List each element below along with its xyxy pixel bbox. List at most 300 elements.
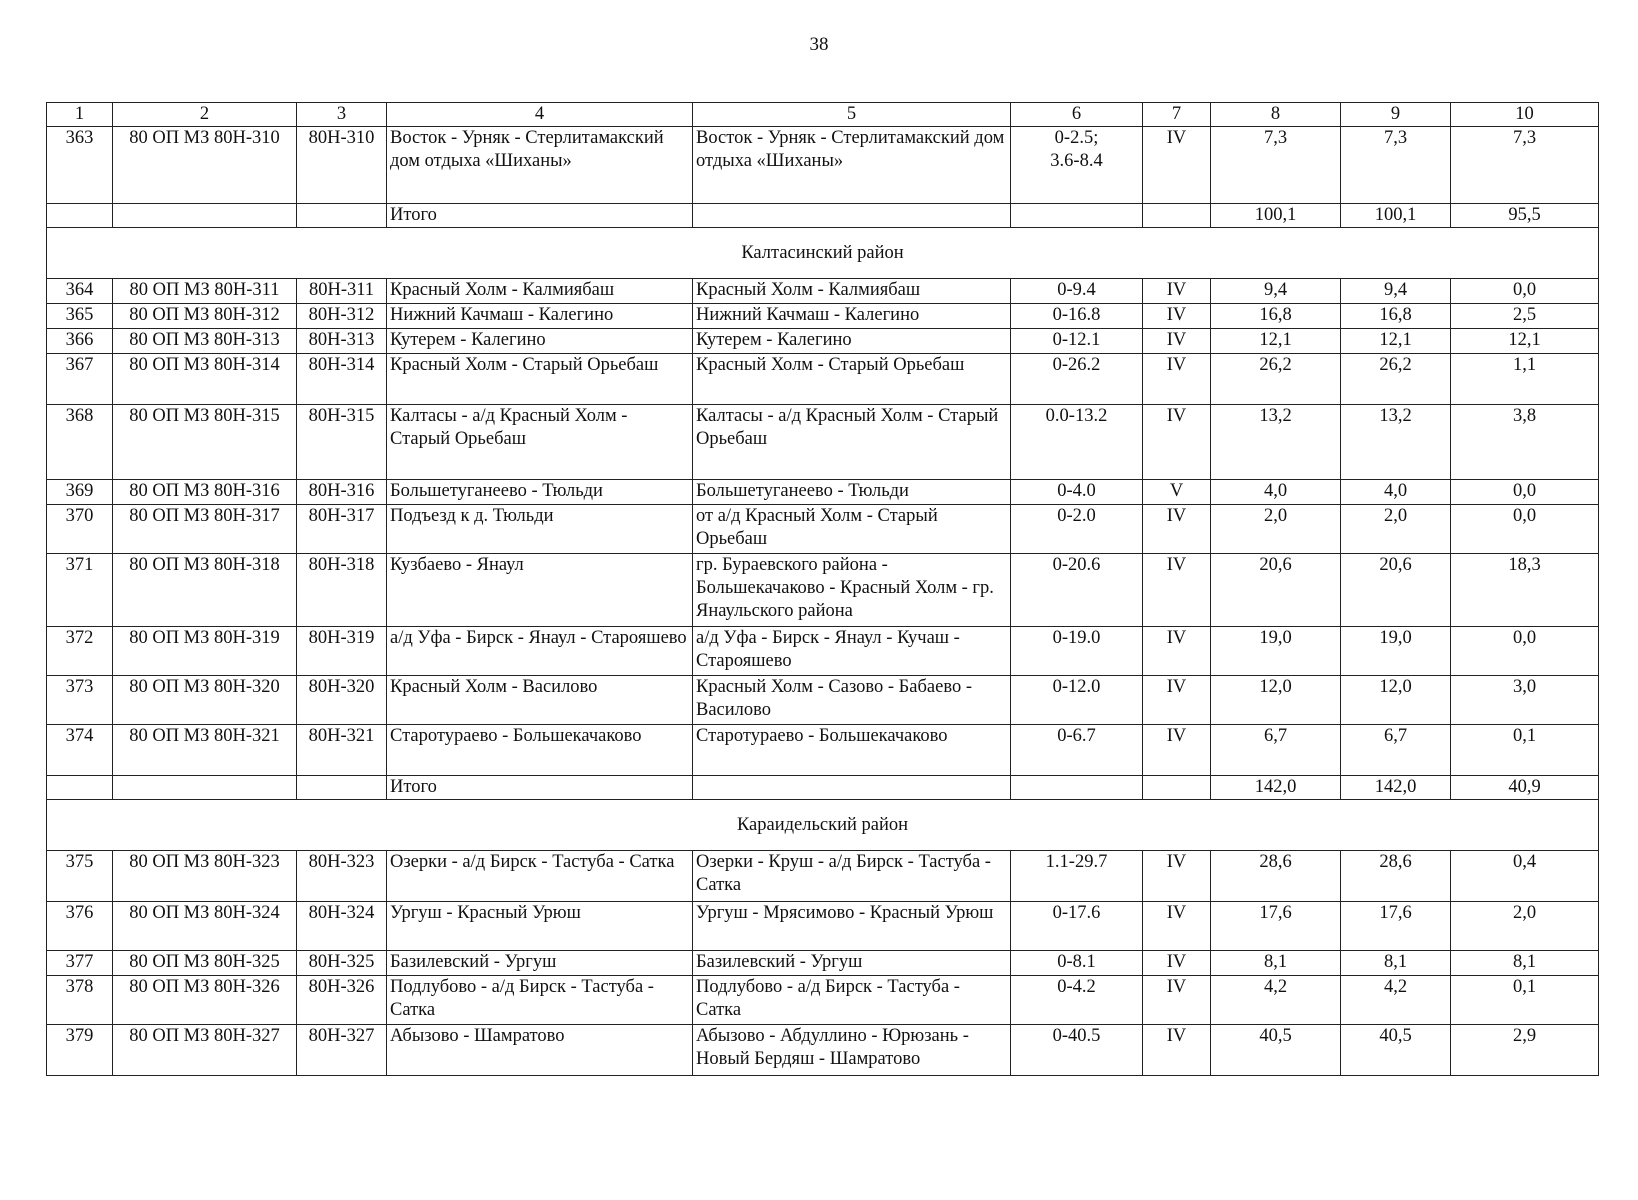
route-description-cell: [693, 951, 1011, 976]
road-name: Кутерем - Калегино: [390, 330, 546, 350]
length-total: 142,0: [1254, 777, 1297, 797]
road-code-cell: [297, 127, 387, 204]
road-category: IV: [1166, 677, 1187, 697]
row-number: 374: [65, 726, 94, 746]
route-description: а/д Уфа - Бирск - Янаул - Кучаш - Старояшево: [696, 628, 960, 671]
column-number: 8: [1211, 103, 1341, 127]
row-number: 369: [65, 481, 94, 501]
length-paved-cell: [1451, 204, 1599, 228]
road-name-cell: [387, 1025, 693, 1076]
road-category-cell: [1143, 505, 1211, 554]
road-code-cell: [297, 1025, 387, 1076]
row-number-cell: [47, 354, 113, 405]
length-regional-cell: [1341, 505, 1451, 554]
road-name-cell: [387, 279, 693, 304]
length-regional-cell: [1341, 480, 1451, 505]
row-number-cell: [47, 776, 113, 800]
table-row: [47, 127, 1599, 204]
route-description-cell: [693, 329, 1011, 354]
road-category: IV: [1166, 128, 1187, 148]
district-title: Калтасинский район: [47, 228, 1599, 279]
km-range: 0-4.2: [1057, 977, 1096, 997]
row-number-cell: [47, 851, 113, 902]
road-id-cell: [113, 405, 297, 480]
table-row: [47, 354, 1599, 405]
length-total: 16,8: [1259, 305, 1292, 325]
row-number: 378: [65, 977, 94, 997]
length-regional: 7,3: [1383, 128, 1408, 148]
road-id-cell: [113, 776, 297, 800]
route-description: Калтасы - а/д Красный Холм - Старый Орьебаш: [696, 406, 999, 449]
road-category-cell: [1143, 554, 1211, 627]
road-category-cell: [1143, 976, 1211, 1025]
column-number: 6: [1011, 103, 1143, 127]
length-total-cell: [1211, 480, 1341, 505]
column-number: 7: [1143, 103, 1211, 127]
route-description-cell: [693, 902, 1011, 951]
route-description-cell: [693, 725, 1011, 776]
length-paved: 2,9: [1512, 1026, 1537, 1046]
road-code-cell: [297, 627, 387, 676]
route-description: Озерки - Круш - а/д Бирск - Тастуба - Сатка: [696, 852, 991, 895]
column-number: 2: [113, 103, 297, 127]
length-regional-cell: [1341, 304, 1451, 329]
road-id-cell: [113, 204, 297, 228]
road-name: Озерки - а/д Бирск - Тастуба - Сатка: [390, 852, 675, 872]
km-range: 0-12.0: [1052, 677, 1101, 697]
length-regional: 19,0: [1379, 628, 1412, 648]
km-range: 0-8.1: [1057, 952, 1096, 972]
road-code: 80Н-315: [308, 406, 375, 426]
road-name-cell: [387, 676, 693, 725]
route-description-cell: [693, 1025, 1011, 1076]
length-total-cell: [1211, 554, 1341, 627]
road-name: Красный Холм - Калмиябаш: [390, 280, 615, 300]
length-total: 17,6: [1259, 903, 1292, 923]
road-category-cell: [1143, 354, 1211, 405]
road-id: 80 ОП МЗ 80Н-326: [129, 977, 280, 997]
km-range-cell: [1011, 505, 1143, 554]
route-description: Красный Холм - Старый Орьебаш: [696, 355, 965, 375]
length-paved: 0,1: [1512, 726, 1537, 746]
road-id: 80 ОП МЗ 80Н-318: [129, 555, 280, 575]
row-number-cell: [47, 304, 113, 329]
road-category-cell: [1143, 902, 1211, 951]
road-name-cell: [387, 627, 693, 676]
table-body: [47, 103, 1599, 1076]
road-id-cell: [113, 976, 297, 1025]
subtotal-row: [47, 776, 1599, 800]
table-row: [47, 405, 1599, 480]
length-regional-cell: [1341, 127, 1451, 204]
row-number: 371: [65, 555, 94, 575]
road-id-cell: [113, 725, 297, 776]
road-name: Старотураево - Большекачаково: [390, 726, 642, 746]
column-number-row: [47, 103, 1599, 127]
table-row: [47, 976, 1599, 1025]
road-id-cell: [113, 127, 297, 204]
length-paved-cell: [1451, 279, 1599, 304]
road-code-cell: [297, 279, 387, 304]
km-range: 0-26.2: [1052, 355, 1101, 375]
km-range-cell: [1011, 405, 1143, 480]
road-category: IV: [1166, 977, 1187, 997]
km-range: 0.0-13.2: [1045, 406, 1108, 426]
road-code: 80Н-314: [308, 355, 375, 375]
km-range-cell: [1011, 329, 1143, 354]
road-category-cell: [1143, 329, 1211, 354]
road-id: 80 ОП МЗ 80Н-327: [129, 1026, 280, 1046]
length-paved: 95,5: [1508, 205, 1541, 225]
road-code-cell: [297, 851, 387, 902]
length-total-cell: [1211, 505, 1341, 554]
road-id-cell: [113, 851, 297, 902]
road-category-cell: [1143, 851, 1211, 902]
row-number-cell: [47, 505, 113, 554]
road-code-cell: [297, 951, 387, 976]
road-category-cell: [1143, 776, 1211, 800]
road-category-cell: [1143, 480, 1211, 505]
km-range: 0-20.6: [1052, 555, 1101, 575]
road-name-cell: [387, 505, 693, 554]
length-paved: 8,1: [1512, 952, 1537, 972]
length-total: 2,0: [1263, 506, 1288, 526]
length-paved-cell: [1451, 127, 1599, 204]
road-name-cell: [387, 304, 693, 329]
road-id-cell: [113, 951, 297, 976]
road-id: 80 ОП МЗ 80Н-319: [129, 628, 280, 648]
route-description-cell: [693, 554, 1011, 627]
table-row: [47, 725, 1599, 776]
route-description-cell: [693, 279, 1011, 304]
row-number-cell: [47, 1025, 113, 1076]
row-number-cell: [47, 976, 113, 1025]
km-range-cell: [1011, 676, 1143, 725]
route-description: Красный Холм - Калмиябаш: [696, 280, 921, 300]
route-description-cell: [693, 776, 1011, 800]
length-total: 4,0: [1263, 481, 1288, 501]
length-regional: 26,2: [1379, 355, 1412, 375]
length-regional-cell: [1341, 676, 1451, 725]
km-range: 0-40.5: [1052, 1026, 1101, 1046]
route-description: Красный Холм - Сазово - Бабаево - Василово: [696, 677, 973, 720]
km-range-cell: [1011, 951, 1143, 976]
length-regional-cell: [1341, 951, 1451, 976]
road-category-cell: [1143, 627, 1211, 676]
length-total-cell: [1211, 127, 1341, 204]
length-regional: 12,0: [1379, 677, 1412, 697]
km-range: 0-2.5; 3.6-8.4: [1050, 128, 1103, 171]
route-description-cell: [693, 354, 1011, 405]
km-range-cell: [1011, 627, 1143, 676]
length-total: 7,3: [1263, 128, 1288, 148]
route-description: Базилевский - Ургуш: [696, 952, 863, 972]
km-range-cell: [1011, 127, 1143, 204]
km-range-cell: [1011, 554, 1143, 627]
road-category: IV: [1166, 555, 1187, 575]
km-range-cell: [1011, 279, 1143, 304]
length-total-cell: [1211, 776, 1341, 800]
road-id: 80 ОП МЗ 80Н-312: [129, 305, 280, 325]
road-name-cell: [387, 329, 693, 354]
length-regional: 28,6: [1379, 852, 1412, 872]
row-number-cell: [47, 480, 113, 505]
route-description-cell: [693, 204, 1011, 228]
road-category-cell: [1143, 725, 1211, 776]
length-regional: 142,0: [1374, 777, 1417, 797]
km-range: 0-19.0: [1052, 628, 1101, 648]
road-name-cell: [387, 902, 693, 951]
length-total: 19,0: [1259, 628, 1292, 648]
route-description-cell: [693, 851, 1011, 902]
road-name-cell: [387, 851, 693, 902]
road-category: IV: [1166, 628, 1187, 648]
length-total-cell: [1211, 354, 1341, 405]
table-row: [47, 329, 1599, 354]
road-id-cell: [113, 480, 297, 505]
row-number: 372: [65, 628, 94, 648]
length-regional-cell: [1341, 354, 1451, 405]
length-paved: 0,0: [1512, 628, 1537, 648]
row-number: 370: [65, 506, 94, 526]
road-category: IV: [1166, 406, 1187, 426]
length-regional-cell: [1341, 851, 1451, 902]
road-code: 80Н-320: [308, 677, 375, 697]
km-range: 0-9.4: [1057, 280, 1096, 300]
length-paved-cell: [1451, 329, 1599, 354]
road-id: 80 ОП МЗ 80Н-320: [129, 677, 280, 697]
road-category: V: [1169, 481, 1184, 501]
length-paved-cell: [1451, 354, 1599, 405]
length-regional: 20,6: [1379, 555, 1412, 575]
column-number: 9: [1341, 103, 1451, 127]
km-range: 1.1-29.7: [1045, 852, 1108, 872]
km-range-cell: [1011, 1025, 1143, 1076]
route-description: Большетуганеево - Тюльди: [696, 481, 909, 501]
km-range: 0-4.0: [1057, 481, 1096, 501]
length-total: 100,1: [1254, 205, 1297, 225]
row-number: 363: [65, 128, 94, 148]
road-name: Итого: [390, 777, 437, 797]
road-code-cell: [297, 554, 387, 627]
row-number-cell: [47, 127, 113, 204]
length-paved: 0,0: [1512, 506, 1537, 526]
page-number: 38: [809, 34, 829, 55]
length-paved-cell: [1451, 304, 1599, 329]
route-description: Восток - Урняк - Стерлитамакский дом отдыха «Шиханы»: [696, 128, 1005, 171]
length-regional: 12,1: [1379, 330, 1412, 350]
length-paved: 7,3: [1512, 128, 1537, 148]
road-id-cell: [113, 902, 297, 951]
road-category: IV: [1166, 305, 1187, 325]
road-category-cell: [1143, 304, 1211, 329]
route-description: Абызово - Абдуллино - Юрюзань - Новый Бердяш - Шамратово: [696, 1026, 969, 1069]
km-range-cell: [1011, 902, 1143, 951]
length-regional: 13,2: [1379, 406, 1412, 426]
route-description: Нижний Качмаш - Калегино: [696, 305, 920, 325]
road-id-cell: [113, 279, 297, 304]
row-number-cell: [47, 676, 113, 725]
length-total: 20,6: [1259, 555, 1292, 575]
road-id: 80 ОП МЗ 80Н-311: [129, 280, 280, 300]
km-range-cell: [1011, 725, 1143, 776]
length-total: 13,2: [1259, 406, 1292, 426]
length-regional-cell: [1341, 405, 1451, 480]
road-id-cell: [113, 505, 297, 554]
road-id-cell: [113, 627, 297, 676]
road-name-cell: [387, 776, 693, 800]
road-id: 80 ОП МЗ 80Н-321: [129, 726, 280, 746]
row-number-cell: [47, 951, 113, 976]
length-regional: 9,4: [1383, 280, 1408, 300]
row-number-cell: [47, 405, 113, 480]
row-number-cell: [47, 725, 113, 776]
road-code: 80Н-319: [308, 628, 375, 648]
row-number: 368: [65, 406, 94, 426]
road-category: IV: [1166, 330, 1187, 350]
length-regional: 40,5: [1379, 1026, 1412, 1046]
road-code: 80Н-310: [308, 128, 375, 148]
road-id: 80 ОП МЗ 80Н-323: [129, 852, 280, 872]
road-code-cell: [297, 304, 387, 329]
road-code: 80Н-312: [308, 305, 375, 325]
length-total: 40,5: [1259, 1026, 1292, 1046]
column-number: 3: [297, 103, 387, 127]
length-regional-cell: [1341, 204, 1451, 228]
km-range-cell: [1011, 776, 1143, 800]
km-range: 0-17.6: [1052, 903, 1101, 923]
table-row: [47, 627, 1599, 676]
road-id-cell: [113, 676, 297, 725]
road-name-cell: [387, 951, 693, 976]
district-title: Караидельский район: [47, 800, 1599, 851]
length-paved: 0,4: [1512, 852, 1537, 872]
road-code-cell: [297, 354, 387, 405]
route-description: гр. Бураевского района - Большекачаково - Красный Холм - гр. Янаульского района: [696, 555, 994, 621]
subtotal-row: [47, 204, 1599, 228]
km-range-cell: [1011, 851, 1143, 902]
length-regional-cell: [1341, 1025, 1451, 1076]
road-name-cell: [387, 976, 693, 1025]
km-range: 0-2.0: [1057, 506, 1096, 526]
road-name: Подъезд к д. Тюльди: [390, 506, 554, 526]
road-name-cell: [387, 480, 693, 505]
road-name: Красный Холм - Василово: [390, 677, 598, 697]
length-paved-cell: [1451, 405, 1599, 480]
road-name: Большетуганеево - Тюльди: [390, 481, 603, 501]
table-row: [47, 902, 1599, 951]
road-id: 80 ОП МЗ 80Н-316: [129, 481, 280, 501]
length-total: 12,0: [1259, 677, 1292, 697]
road-id: 80 ОП МЗ 80Н-313: [129, 330, 280, 350]
road-name: а/д Уфа - Бирск - Янаул - Старояшево: [390, 628, 687, 648]
length-total-cell: [1211, 627, 1341, 676]
length-total-cell: [1211, 1025, 1341, 1076]
length-paved: 0,0: [1512, 481, 1537, 501]
length-total-cell: [1211, 725, 1341, 776]
road-code-cell: [297, 902, 387, 951]
row-number: 366: [65, 330, 94, 350]
length-paved-cell: [1451, 902, 1599, 951]
road-code: 80Н-325: [308, 952, 375, 972]
road-name-cell: [387, 127, 693, 204]
road-name: Базилевский - Ургуш: [390, 952, 557, 972]
length-paved-cell: [1451, 480, 1599, 505]
road-category: IV: [1166, 280, 1187, 300]
length-total-cell: [1211, 329, 1341, 354]
road-code-cell: [297, 405, 387, 480]
row-number: 375: [65, 852, 94, 872]
column-number: 1: [47, 103, 113, 127]
length-paved-cell: [1451, 776, 1599, 800]
km-range: 0-16.8: [1052, 305, 1101, 325]
row-number: 373: [65, 677, 94, 697]
length-total-cell: [1211, 304, 1341, 329]
length-total: 12,1: [1259, 330, 1292, 350]
length-regional: 2,0: [1383, 506, 1408, 526]
road-id: 80 ОП МЗ 80Н-324: [129, 903, 280, 923]
km-range: 0-6.7: [1057, 726, 1096, 746]
road-code-cell: [297, 329, 387, 354]
length-total: 28,6: [1259, 852, 1292, 872]
road-id: 80 ОП МЗ 80Н-315: [129, 406, 280, 426]
length-paved: 1,1: [1512, 355, 1537, 375]
length-regional-cell: [1341, 776, 1451, 800]
road-category-cell: [1143, 405, 1211, 480]
road-category: IV: [1166, 852, 1187, 872]
route-description-cell: [693, 480, 1011, 505]
road-registry-table: [46, 102, 1599, 1076]
road-code: 80Н-323: [308, 852, 375, 872]
road-name: Ургуш - Красный Урюш: [390, 903, 581, 923]
road-id: 80 ОП МЗ 80Н-317: [129, 506, 280, 526]
road-category-cell: [1143, 1025, 1211, 1076]
length-total-cell: [1211, 976, 1341, 1025]
road-category-cell: [1143, 279, 1211, 304]
road-name-cell: [387, 725, 693, 776]
road-id-cell: [113, 554, 297, 627]
table-row: [47, 951, 1599, 976]
road-code: 80Н-318: [308, 555, 375, 575]
road-name: Калтасы - а/д Красный Холм - Старый Орьебаш: [390, 406, 628, 449]
km-range-cell: [1011, 480, 1143, 505]
length-paved: 3,8: [1512, 406, 1537, 426]
row-number: 379: [65, 1026, 94, 1046]
km-range-cell: [1011, 976, 1143, 1025]
road-category-cell: [1143, 204, 1211, 228]
row-number: 377: [65, 952, 94, 972]
district-section-row: [47, 228, 1599, 279]
road-category-cell: [1143, 127, 1211, 204]
length-paved: 0,0: [1512, 280, 1537, 300]
row-number-cell: [47, 902, 113, 951]
table-row: [47, 1025, 1599, 1076]
road-code: 80Н-311: [308, 280, 375, 300]
length-regional-cell: [1341, 627, 1451, 676]
road-code: 80Н-321: [308, 726, 375, 746]
route-description-cell: [693, 627, 1011, 676]
length-total: 8,1: [1263, 952, 1288, 972]
length-total: 26,2: [1259, 355, 1292, 375]
table-row: [47, 279, 1599, 304]
road-id-cell: [113, 329, 297, 354]
length-total: 6,7: [1263, 726, 1288, 746]
row-number-cell: [47, 554, 113, 627]
length-regional: 4,2: [1383, 977, 1408, 997]
road-category: IV: [1166, 952, 1187, 972]
length-regional-cell: [1341, 279, 1451, 304]
length-paved: 2,5: [1512, 305, 1537, 325]
